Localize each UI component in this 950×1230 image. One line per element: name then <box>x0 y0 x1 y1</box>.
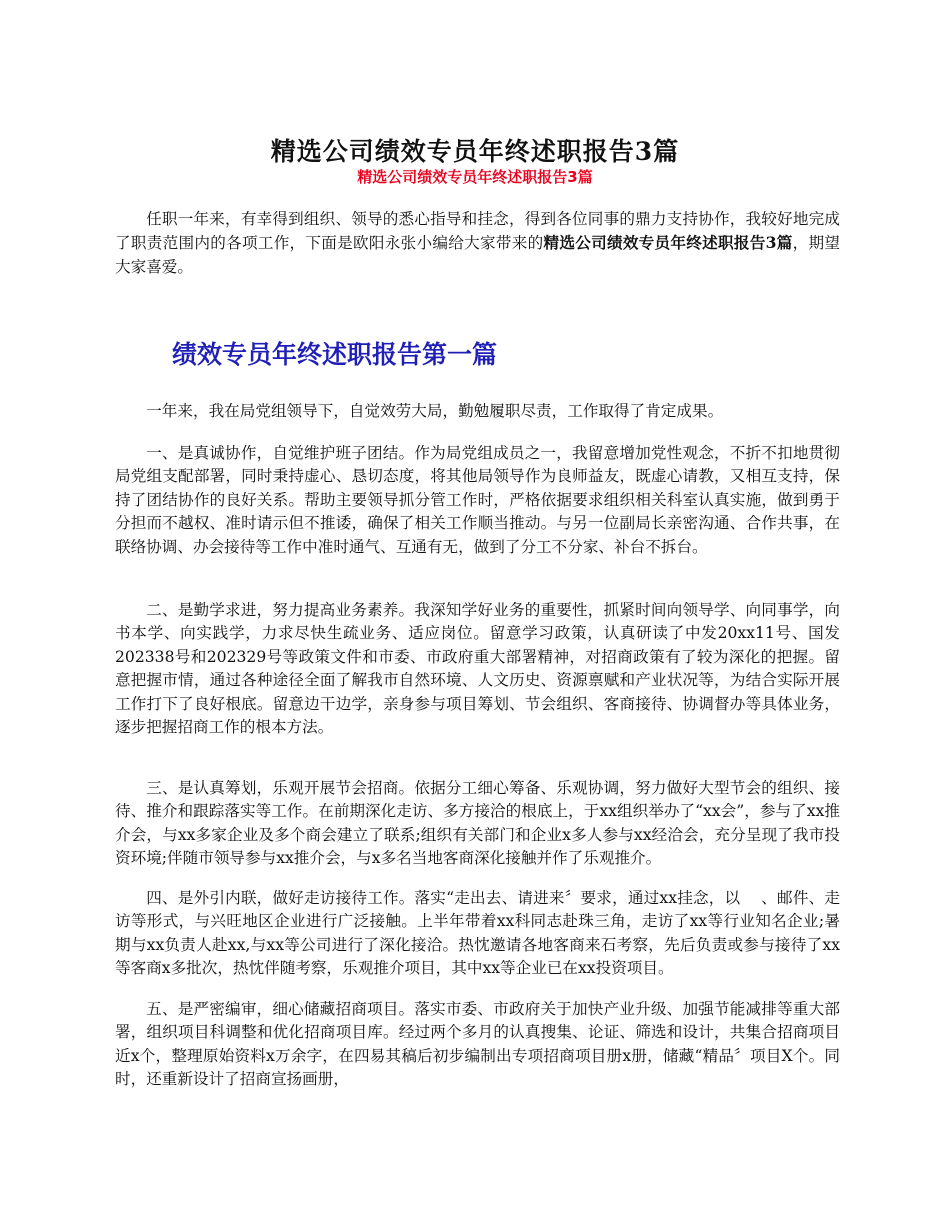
document-title: 精选公司绩效专员年终述职报告3篇 <box>270 137 680 166</box>
intro-text-before: 任职一年来，有幸得到组织、领导的悉心指导和挂念，得到各位同事的鼎力支持协作，我较好地完成了职责范围内的各项工作，下面是欧阳永张小编给大家带来的 <box>115 210 840 253</box>
section-heading: 绩效专员年终述职报告第一篇 <box>172 340 498 369</box>
intro-paragraph <box>115 208 840 279</box>
intro-bold-link-text: 精选公司绩效专员年终述职报告3篇 <box>543 233 793 253</box>
body-paragraph-6: 五、是严密编审，细心储藏招商项目。落实市委、市政府关于加快产业升级、加强节能减排等重大部署，组织项目科调整和优化招商项目库。经过两个多月的认真搜集、论证、筛选和设计，共集合招商项目近x个，整理原始资料x万余字，在四易其稿后初步编制出专项招商项目册x册，储藏“精品〞项目X个。同时，还重新设计了招商宣扬画册， <box>115 1000 840 1089</box>
body-paragraph-3: 二、是勤学求进，努力提高业务素养。我深知学好业务的重要性，抓紧时间向领导学、向同事学，向书本学、向实践学，力求尽快生疏业务、适应岗位。留意学习政策，认真研读了中发20xx11号、国发202338号和202329号等政策文件和市委、市政府重大部署精神，对招商政策有了较为深化的把握。留意把握市情，通过各种途径全面了解我市自然环境、人文历史、资源禀赋和产业状况等，为结合实际开展工作打下了良好根底。留意边干边学，亲身参与项目筹划、节会组织、客商接待、协调督办等具体业务，逐步把握招商工作的根本方法。 <box>115 601 840 737</box>
body-paragraph-1: 一年来，我在局党组领导下，自觉效劳大局，勤勉履职尽责，工作取得了肯定成果。 <box>146 402 724 420</box>
body-paragraph-5: 四、是外引内联，做好走访接待工作。落实“走出去、请进来〞要求，通过xx挂念，以 、邮件、走访等形式，与兴旺地区企业进行广泛接触。上半年带着xx科同志赴珠三角，走访了xx等行业知名企业;暑期与xx负责人赴xx,与xx等公司进行了深化接洽。热忱邀请各地客商来石考察，先后负责或参与接待了xx等客商x多批次，热忱伴随考察，乐观推介项目，其中xx等企业已在xx投资项目。 <box>115 889 840 978</box>
body-paragraph-2: 一、是真诚协作，自觉维护班子团结。作为局党组成员之一，我留意增加党性观念，不折不扣地贯彻局党组支配部署，同时秉持虚心、恳切态度，将其他局领导作为良师益友，既虚心请教，又相互支持，保持了团结协作的良好关系。帮助主要领导抓分管工作时，严格依据要求组织相关科室认真实施，做到勇于分担而不越权、准时请示但不推诿，确保了相关工作顺当推动。与另一位副局长亲密沟通、合作共事，在联络协调、办会接待等工作中准时通气、互通有无，做到了分工不分家、补台不拆台。 <box>115 444 840 556</box>
body-paragraph-4: 三、是认真筹划，乐观开展节会招商。依据分工细心筹备、乐观协调，努力做好大型节会的组织、接待、推介和跟踪落实等工作。在前期深化走访、多方接洽的根底上，于xx组织举办了“xx会”，参与了xx推介会，与xx多家企业及多个商会建立了联系;组织有关部门和企业x多人参与xx经洽会，充分呈现了我市投资环境;伴随市领导参与xx推介会，与x多名当地客商深化接触并作了乐观推介。 <box>115 779 840 868</box>
intro-text-after: ，期望大家喜爱。 <box>115 234 840 276</box>
document-subtitle: 精选公司绩效专员年终述职报告3篇 <box>357 168 593 186</box>
